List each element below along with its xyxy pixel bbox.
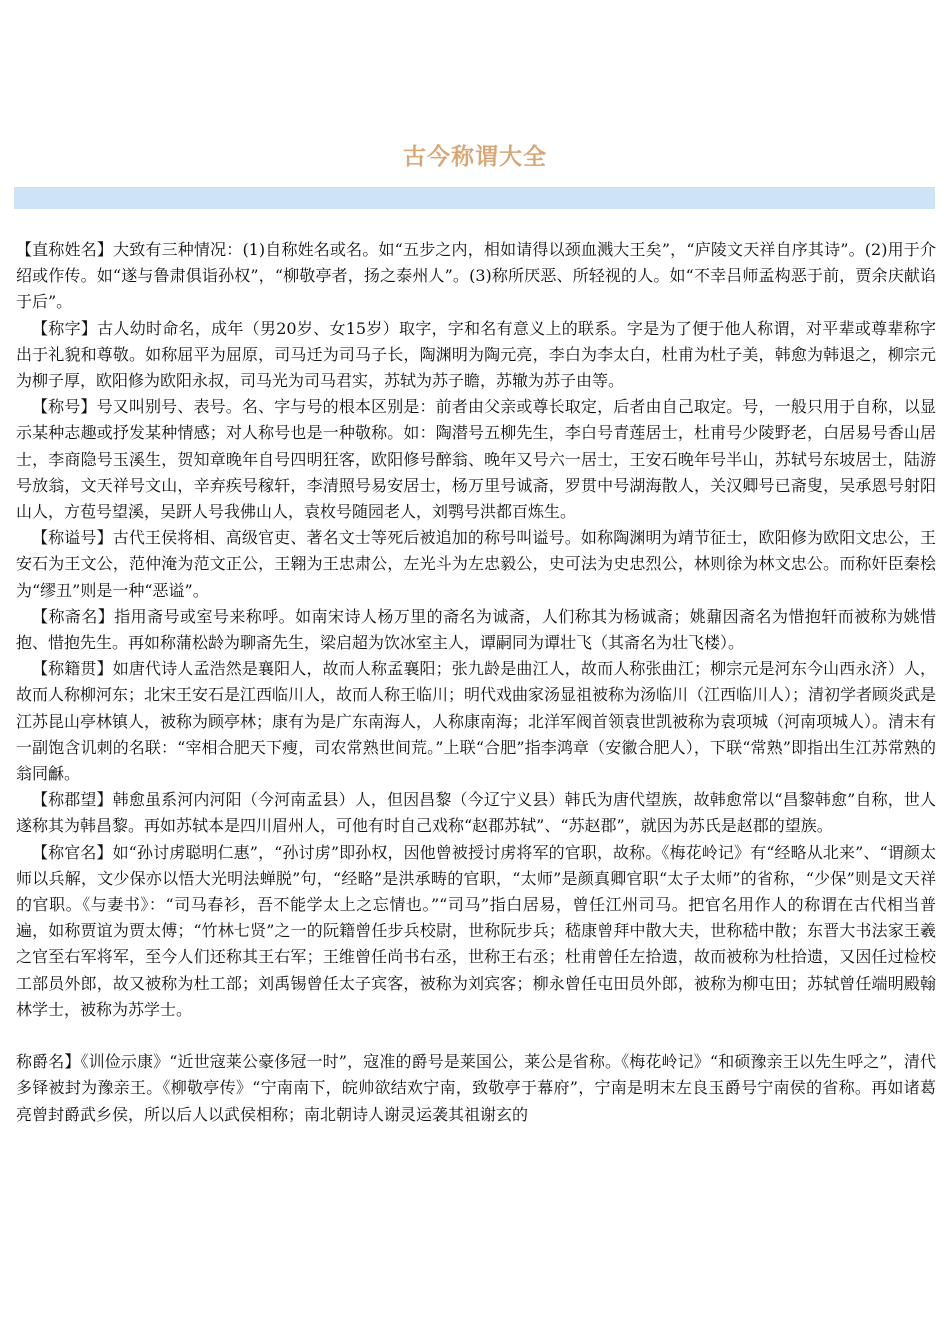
paragraph-studio-name: 【称斋名】指用斋号或室号来称呼。如南宋诗人杨万里的斋名为诚斋，人们称其为杨诚斋；姚鼐因斋名为惜抱轩而被称为姚惜抱、惜抱先生。再如称蒲松龄为聊斋先生，梁启超为饮冰室主人，谭嗣同为谭壮飞（其斋名为壮飞楼）。 [16, 606, 936, 653]
page-title: 古今称谓大全 [403, 144, 547, 170]
paragraph-courtesy-name: 【称字】古人幼时命名，成年（男20岁、女15岁）取字，字和名有意义上的联系。字是为了便于他人称谓，对平辈或尊辈称字出于礼貌和尊敬。如称屈平为屈原，司马迁为司马子长，陶渊明为陶元亮，李白为李太白，杜甫为杜子美，韩愈为韩退之，柳宗元为柳子厚，欧阳修为欧阳永叔，司马光为司马君实，苏轼为苏子瞻，苏辙为苏子由等。 [16, 318, 936, 391]
paragraph-official-title: 【称官名】如“孙讨虏聪明仁惠”，“孙讨虏”即孙权，因他曾被授讨虏将军的官职，故称。《梅花岭记》有“经略从北来”、“谓颜太师以兵解，文少保亦以悟大光明法蝉脱”句，“经略”是洪承畴的官职，“太师”是颜真卿官职“太子太师”的省称，“少保”则是文天祥的官职。《与妻书》：“司马春衫，吾不能学太上之忘情也。”“司马”指白居易，曾任江州司马。把官名用作人的称谓在古代相当普遍，如称贾谊为贾太傅；“竹林七贤”之一的阮籍曾任步兵校尉，世称阮步兵；嵇康曾拜中散大夫，世称嵇中散；东晋大书法家王羲之官至右军将军，至今人们还称其王右军；王维曾任尚书右丞，世称王右丞；杜甫曾任左拾遗，故而被称为杜拾遗，又因任过检校工部员外郎，故又被称为杜工部；刘禹锡曾任太子宾客，被称为刘宾客；柳永曾任屯田员外郎，被称为柳屯田；苏轼曾任端明殿翰林学士，被称为苏学士。 [16, 842, 936, 1019]
paragraph-noble-title: 称爵名】《训俭示康》“近世寇莱公豪侈冠一时”，寇准的爵号是莱国公，莱公是省称。《梅花岭记》“和硕豫亲王以先生呼之”，清代多铎被封为豫亲王。《柳敬亭传》“宁南南下，皖帅欲结欢宁南，致敬亭于幕府”，宁南是明末左良玉爵号宁南侯的省称。再如诸葛亮曾封爵武乡侯，所以后人以武侯相称；南北朝诗人谢灵运袭其祖谢玄的 [16, 1052, 936, 1124]
paragraph-clan-origin: 【称郡望】韩愈虽系河内河阳（今河南孟县）人，但因昌黎（今辽宁义县）韩氏为唐代望族，故韩愈常以“昌黎韩愈”自称，世人遂称其为韩昌黎。再如苏轼本是四川眉州人，可他有时自己戏称“赵郡苏轼”、“苏赵郡”，就因为苏氏是赵郡的望族。 [16, 790, 936, 836]
header-band [14, 187, 935, 209]
paragraph-pseudonym: 【称号】号又叫别号、表号。名、字与号的根本区别是：前者由父亲或尊长取定，后者由自己取定。号，一般只用于自称，以显示某种志趣或抒发某种情感；对人称号也是一种敬称。如：陶潜号五柳先生，李白号青莲居士，杜甫号少陵野老，白居易号香山居士，李商隐号玉溪生，贺知章晚年自号四明狂客，欧阳修号醉翁、晚年又号六一居士，王安石晚年号半山，苏轼号东坡居士，陆游号放翁，文天祥号文山，辛弃疾号稼轩，李清照号易安居士，杨万里号诚斋，罗贯中号湖海散人，关汉卿号已斋叟，吴承恩号射阳山人，方苞号望溪，吴趼人号我佛山人，袁枚号随园老人，刘鹗号洪都百炼生。 [16, 397, 936, 522]
paragraph-direct-name: 【直称姓名】大致有三种情况：(1)自称姓名或名。如“五步之内，相如请得以颈血溅大王矣”，“庐陵文天祥自序其诗”。(2)用于介绍或作传。如“遂与鲁肃俱诣孙权”，“柳敬亭者，扬之泰州人”。(3)称所厌恶、所轻视的人。如“不幸吕师孟构恶于前，贾余庆献谄于后”。 [16, 240, 936, 312]
document-body [16, 237, 936, 1128]
paragraph-native-place: 【称籍贯】如唐代诗人孟浩然是襄阳人，故而人称孟襄阳；张九龄是曲江人，故而人称张曲江；柳宗元是河东今山西永济）人，故而人称柳河东；北宋王安石是江西临川人，故而人称王临川；明代戏曲家汤显祖被称为汤临川（江西临川人）；清初学者顾炎武是江苏昆山亭林镇人，被称为顾亭林；康有为是广东南海人，人称康南海；北洋军阀首领袁世凯被称为袁项城（河南项城人）。清末有一副饱含讥刺的名联：“宰相合肥天下瘦，司农常熟世间荒。”上联“合肥”指李鸿章（安徽合肥人），下联“常熟”即指出生江苏常熟的翁同龢。 [16, 659, 937, 784]
paragraph-posthumous-title: 【称谥号】古代王侯将相、高级官吏、著名文士等死后被追加的称号叫谥号。如称陶渊明为靖节征士，欧阳修为欧阳文忠公，王安石为王文公，范仲淹为范文正公，王翱为王忠肃公，左光斗为左忠毅公，史可法为史忠烈公，林则徐为林文忠公。而称奸臣秦桧为“缪丑”则是一种“恶谥”。 [16, 528, 936, 600]
